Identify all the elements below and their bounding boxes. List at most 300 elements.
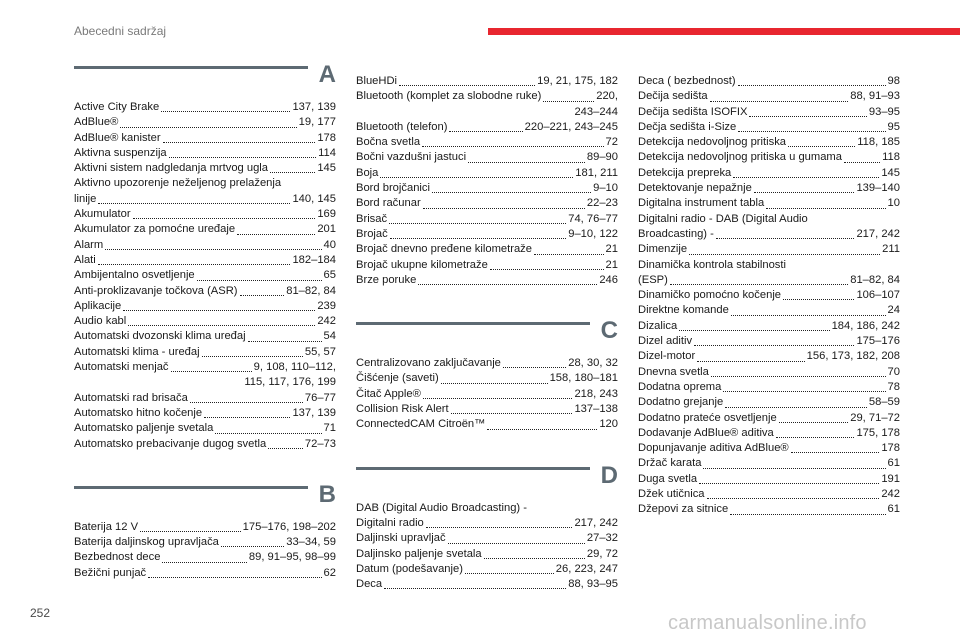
dot-leader bbox=[766, 208, 885, 209]
index-term: Anti-proklizavanje točkova (ASR) bbox=[74, 284, 238, 297]
index-entry bbox=[74, 131, 336, 146]
index-pages: 74, 76–77 bbox=[568, 212, 618, 225]
index-pages: 184, 186, 242 bbox=[831, 319, 900, 332]
index-entry bbox=[638, 472, 900, 487]
dot-leader bbox=[418, 284, 597, 285]
index-term: Daljinski upravljač bbox=[356, 532, 446, 545]
index-entry bbox=[356, 89, 618, 104]
page-number: 252 bbox=[30, 606, 51, 620]
index-term: Akumulator bbox=[74, 208, 131, 221]
index-pages: 70 bbox=[887, 365, 900, 378]
index-term: Collision Risk Alert bbox=[356, 403, 449, 416]
dot-leader bbox=[197, 280, 322, 281]
section-letter: B bbox=[318, 480, 336, 508]
index-pages: 120 bbox=[599, 418, 618, 431]
index-pages: 89–90 bbox=[586, 151, 618, 164]
dot-leader bbox=[389, 223, 566, 224]
index-term: Bluetooth (komplet za slobodne ruke) bbox=[356, 90, 542, 103]
index-term: Dodatno prateće osvetljenje bbox=[638, 411, 777, 424]
index-pages: 106–107 bbox=[856, 289, 900, 302]
index-term: Dodatno grejanje bbox=[638, 396, 724, 409]
index-entry bbox=[638, 74, 900, 89]
index-pages: 211 bbox=[882, 243, 900, 256]
index-term: AdBlue® kanister bbox=[74, 131, 161, 144]
dot-leader bbox=[484, 558, 585, 559]
index-column-2 bbox=[356, 60, 618, 592]
section-rule bbox=[74, 486, 308, 489]
index-pages: 27–32 bbox=[586, 532, 618, 545]
index-pages: 88, 93–95 bbox=[568, 578, 618, 591]
index-pages: 220, bbox=[596, 90, 618, 103]
index-entry bbox=[638, 227, 900, 242]
index-pages: 242 bbox=[317, 315, 336, 328]
index-term: ConnectedCAM Citroën™ bbox=[356, 418, 486, 431]
index-entry bbox=[638, 334, 900, 349]
index-term: Akumulator za pomoćne uređaje bbox=[74, 223, 236, 236]
dot-leader bbox=[390, 238, 567, 239]
dot-leader bbox=[697, 361, 804, 362]
dot-leader bbox=[140, 531, 241, 532]
section-rule bbox=[74, 66, 308, 69]
dot-leader bbox=[788, 146, 855, 147]
index-term: Brisač bbox=[356, 212, 388, 225]
index-term: Brojač ukupne kilometraže bbox=[356, 258, 488, 271]
index-entry bbox=[74, 421, 336, 436]
index-term: AdBlue® bbox=[74, 116, 119, 129]
dot-leader bbox=[487, 429, 597, 430]
index-entry bbox=[356, 356, 618, 371]
index-term: Detekcija nedovoljnog pritiska bbox=[638, 136, 787, 149]
index-pages: 24 bbox=[887, 304, 900, 317]
index-entry bbox=[74, 253, 336, 268]
index-entry bbox=[356, 562, 618, 577]
index-pages: 220–221, 243–245 bbox=[524, 120, 618, 133]
dot-leader bbox=[423, 398, 573, 399]
index-pages: 26, 223, 247 bbox=[555, 562, 618, 575]
index-entry bbox=[638, 120, 900, 135]
index-entry bbox=[74, 146, 336, 161]
index-term: Bord računar bbox=[356, 197, 421, 210]
index-pages: 21 bbox=[605, 243, 618, 256]
index-entry bbox=[74, 161, 336, 176]
dot-leader bbox=[699, 483, 879, 484]
index-entry bbox=[638, 426, 900, 441]
index-pages: 33–34, 59 bbox=[286, 536, 336, 549]
index-term: Bluetooth (telefon) bbox=[356, 120, 448, 133]
index-pages: 89, 91–95, 98–99 bbox=[248, 551, 336, 564]
index-term-line: Aktivno upozorenje neželjenog prelaženja bbox=[74, 177, 282, 190]
index-entry bbox=[74, 329, 336, 344]
dot-leader bbox=[441, 383, 548, 384]
index-column-3 bbox=[638, 60, 900, 518]
index-term: Džepovi za sitnice bbox=[638, 503, 729, 516]
section-letter: D bbox=[600, 461, 618, 489]
dot-leader bbox=[422, 146, 603, 147]
dot-leader bbox=[380, 177, 573, 178]
index-pages: 98 bbox=[887, 75, 900, 87]
index-term: Džek utičnica bbox=[638, 488, 705, 501]
dot-leader bbox=[689, 254, 880, 255]
index-term: Detektovanje nepažnje bbox=[638, 182, 752, 195]
index-term: Direktne komande bbox=[638, 304, 729, 317]
dot-leader bbox=[707, 498, 880, 499]
dot-leader bbox=[202, 356, 303, 357]
index-pages: 217, 242 bbox=[856, 227, 900, 240]
dot-leader bbox=[468, 162, 585, 163]
index-pages: 114 bbox=[318, 146, 336, 159]
index-entry bbox=[356, 516, 618, 531]
index-entry bbox=[74, 299, 336, 314]
index-pages: 175, 178 bbox=[856, 426, 900, 439]
index-entry bbox=[356, 417, 618, 432]
index-term: Alati bbox=[74, 253, 96, 266]
page-header-title: Abecedni sadržaj bbox=[74, 24, 167, 38]
index-term: Ambijentalno osvetljenje bbox=[74, 269, 195, 282]
index-entry bbox=[74, 391, 336, 406]
index-entry bbox=[638, 89, 900, 104]
index-entry bbox=[74, 192, 336, 207]
index-pages: 95 bbox=[887, 120, 900, 133]
dot-leader bbox=[738, 85, 886, 86]
dot-leader bbox=[133, 218, 316, 219]
index-term: Bord brojčanici bbox=[356, 182, 430, 195]
index-pages: 78 bbox=[887, 380, 900, 393]
section-heading bbox=[74, 60, 336, 98]
index-term: Držač karata bbox=[638, 457, 702, 470]
index-term: Bočni vazdušni jastuci bbox=[356, 151, 467, 164]
index-pages-continued: 243–244 bbox=[574, 105, 618, 118]
index-term: Brze poruke bbox=[356, 273, 417, 286]
index-entry bbox=[356, 181, 618, 196]
dot-leader bbox=[449, 131, 522, 132]
index-term: Datum (podešavanje) bbox=[356, 562, 463, 575]
dot-leader bbox=[248, 341, 322, 342]
index-term: Dizalica bbox=[638, 319, 678, 332]
index-entry bbox=[356, 120, 618, 135]
dot-leader bbox=[98, 264, 291, 265]
dot-leader bbox=[423, 208, 585, 209]
index-term: Automatsko paljenje svetala bbox=[74, 422, 214, 435]
index-term: Čitač Apple® bbox=[356, 387, 421, 400]
dot-leader bbox=[711, 376, 886, 377]
index-entry bbox=[74, 100, 336, 115]
dot-leader bbox=[844, 162, 880, 163]
index-term: Aplikacije bbox=[74, 299, 122, 312]
index-pages: 139–140 bbox=[856, 182, 900, 195]
dot-leader bbox=[716, 238, 855, 239]
index-entry bbox=[638, 196, 900, 211]
section-letter: C bbox=[600, 317, 618, 345]
section-heading bbox=[74, 480, 336, 518]
index-term: Digitalni radio bbox=[356, 516, 424, 529]
dot-leader bbox=[399, 85, 535, 86]
index-pages: 118, 185 bbox=[857, 136, 900, 149]
dot-leader bbox=[120, 127, 296, 128]
index-pages: 62 bbox=[323, 566, 336, 579]
index-pages: 28, 30, 32 bbox=[568, 357, 618, 370]
index-entry bbox=[356, 402, 618, 417]
section-heading bbox=[356, 316, 618, 354]
index-entry bbox=[74, 207, 336, 222]
dot-leader bbox=[725, 407, 867, 408]
index-term: Baterija daljinskog upravljača bbox=[74, 536, 219, 549]
index-term: Automatski rad brisača bbox=[74, 391, 188, 404]
dot-leader bbox=[204, 417, 290, 418]
index-entry bbox=[638, 365, 900, 380]
dot-leader bbox=[171, 371, 252, 372]
index-entry bbox=[638, 273, 900, 288]
index-pages: 201 bbox=[317, 223, 336, 236]
index-pages: 218, 243 bbox=[574, 387, 618, 400]
index-term: Detekcija prepreka bbox=[638, 166, 732, 179]
index-entry bbox=[638, 319, 900, 334]
index-term: Dinamičko pomoćno kočenje bbox=[638, 289, 782, 302]
index-entry bbox=[74, 314, 336, 329]
index-term-line: DAB (Digital Audio Broadcasting) - bbox=[356, 501, 527, 514]
dot-leader bbox=[723, 391, 885, 392]
index-pages: 181, 211 bbox=[575, 166, 618, 179]
index-pages: 29, 72 bbox=[586, 547, 618, 560]
index-pages: 71 bbox=[323, 422, 336, 435]
dot-leader bbox=[534, 254, 604, 255]
index-pages: 137, 139 bbox=[292, 101, 336, 113]
section-rule bbox=[356, 322, 590, 325]
index-entry bbox=[638, 303, 900, 318]
dot-leader bbox=[384, 588, 566, 589]
index-pages: 9–10 bbox=[593, 182, 618, 195]
index-entry bbox=[356, 227, 618, 242]
dot-leader bbox=[731, 315, 886, 316]
index-entry bbox=[638, 441, 900, 456]
index-section-d-cont bbox=[638, 74, 900, 518]
index-term: Audio kabl bbox=[74, 315, 127, 328]
index-entry bbox=[74, 520, 336, 535]
index-entry bbox=[356, 135, 618, 150]
index-term: Dečija sedišta bbox=[638, 90, 708, 103]
index-pages: 61 bbox=[887, 457, 900, 470]
index-pages: 81–82, 84 bbox=[850, 273, 900, 286]
index-entry bbox=[74, 222, 336, 237]
index-pages: 145 bbox=[317, 162, 336, 175]
index-entry bbox=[74, 406, 336, 421]
dot-leader bbox=[503, 367, 566, 368]
index-term: BlueHDi bbox=[356, 75, 398, 87]
dot-leader bbox=[148, 577, 321, 578]
index-entry bbox=[356, 166, 618, 181]
index-term: Dečja sedišta i-Size bbox=[638, 120, 737, 133]
index-entry bbox=[74, 550, 336, 565]
index-term: Brojač dnevno pređene kilometraže bbox=[356, 243, 532, 256]
dot-leader bbox=[240, 295, 285, 296]
index-pages: 21 bbox=[605, 258, 618, 271]
index-pages: 40 bbox=[323, 238, 336, 251]
index-term: Automatski klima - uređaj bbox=[74, 345, 200, 358]
section-rule bbox=[356, 467, 590, 470]
index-pages: 182–184 bbox=[292, 253, 336, 266]
index-term: Dopunjavanje aditiva AdBlue® bbox=[638, 442, 789, 455]
index-column-1 bbox=[74, 60, 336, 581]
index-term: Bežični punjač bbox=[74, 566, 147, 579]
index-entry bbox=[638, 349, 900, 364]
index-entry bbox=[638, 411, 900, 426]
index-term: Automatsko hitno kočenje bbox=[74, 406, 203, 419]
dot-leader bbox=[432, 192, 591, 193]
index-pages: 158, 180–181 bbox=[549, 372, 618, 385]
index-pages: 178 bbox=[881, 442, 900, 455]
index-pages: 191 bbox=[881, 472, 900, 485]
index-term: Dodatna oprema bbox=[638, 380, 722, 393]
dot-leader bbox=[190, 402, 303, 403]
index-term: Brojač bbox=[356, 227, 388, 240]
header-accent-bar bbox=[488, 28, 960, 35]
index-entry bbox=[638, 380, 900, 395]
dot-leader bbox=[754, 192, 855, 193]
index-pages: 76–77 bbox=[304, 391, 336, 404]
dot-leader bbox=[776, 437, 855, 438]
index-pages: 10 bbox=[887, 197, 900, 210]
dot-leader bbox=[749, 116, 866, 117]
index-pages: 178 bbox=[317, 131, 336, 144]
index-entry bbox=[356, 258, 618, 273]
dot-leader bbox=[543, 101, 594, 102]
index-entry bbox=[356, 577, 618, 592]
index-term: Broadcasting) - bbox=[638, 227, 714, 240]
dot-leader bbox=[783, 299, 854, 300]
index-pages-continued: 115, 117, 176, 199 bbox=[244, 376, 336, 389]
index-term: Bočna svetla bbox=[356, 136, 421, 149]
index-pages: 118 bbox=[882, 151, 900, 164]
index-term: linije bbox=[74, 192, 97, 205]
index-entry bbox=[638, 487, 900, 502]
index-pages: 93–95 bbox=[868, 105, 900, 118]
index-term: Dizel-motor bbox=[638, 350, 696, 363]
index-section-c bbox=[356, 316, 618, 432]
index-entry bbox=[356, 273, 618, 288]
index-entry bbox=[356, 212, 618, 227]
index-entry bbox=[638, 181, 900, 196]
dot-leader bbox=[791, 452, 880, 453]
index-entry bbox=[638, 395, 900, 410]
section-letter: A bbox=[318, 61, 336, 88]
index-term: Centralizovano zaključavanje bbox=[356, 357, 501, 370]
dot-leader bbox=[730, 514, 885, 515]
index-term: Aktivna suspenzija bbox=[74, 146, 167, 159]
index-term: Čišćenje (saveti) bbox=[356, 372, 439, 385]
index-entry bbox=[74, 437, 336, 452]
index-pages: 175–176, 198–202 bbox=[242, 520, 336, 533]
dot-leader bbox=[451, 413, 573, 414]
dot-leader bbox=[733, 177, 879, 178]
index-pages: 140, 145 bbox=[292, 192, 336, 205]
index-pages: 242 bbox=[881, 488, 900, 501]
dot-leader bbox=[448, 543, 585, 544]
index-term: Boja bbox=[356, 166, 379, 179]
index-entry bbox=[74, 238, 336, 253]
index-pages: 145 bbox=[881, 166, 900, 179]
index-pages: 81–82, 84 bbox=[286, 284, 336, 297]
dot-leader bbox=[163, 142, 316, 143]
dot-leader bbox=[268, 448, 303, 449]
index-entry bbox=[356, 547, 618, 562]
dot-leader bbox=[162, 562, 246, 563]
index-entry bbox=[638, 166, 900, 181]
dot-leader bbox=[703, 468, 885, 469]
index-term: (ESP) bbox=[638, 273, 668, 286]
index-entry bbox=[74, 115, 336, 130]
index-entry bbox=[74, 284, 336, 299]
index-pages: 9, 108, 110–112, bbox=[253, 361, 336, 374]
index-term: Aktivni sistem nadgledanja mrtvog ugla bbox=[74, 162, 269, 175]
index-entry bbox=[356, 242, 618, 257]
index-entry bbox=[74, 566, 336, 581]
index-entry bbox=[638, 242, 900, 257]
dot-leader bbox=[465, 573, 554, 574]
index-term: Deca ( bezbednost) bbox=[638, 75, 736, 87]
index-pages: 156, 173, 182, 208 bbox=[806, 350, 900, 363]
index-term: Detekcija nedovoljnog pritiska u gumama bbox=[638, 151, 842, 164]
index-pages: 239 bbox=[317, 299, 336, 312]
index-pages: 54 bbox=[323, 330, 336, 343]
index-entry bbox=[638, 150, 900, 165]
index-term-line: Digitalni radio - DAB (Digital Audio bbox=[638, 212, 808, 225]
watermark: carmanualsonline.info bbox=[668, 612, 867, 634]
dot-leader bbox=[679, 330, 829, 331]
index-pages: 58–59 bbox=[868, 396, 900, 409]
index-entry bbox=[638, 135, 900, 150]
index-pages: 72 bbox=[605, 136, 618, 149]
index-entry bbox=[74, 268, 336, 283]
index-pages: 88, 91–93 bbox=[850, 90, 900, 103]
index-entry bbox=[74, 345, 336, 360]
dot-leader bbox=[694, 345, 854, 346]
index-term: Dnevna svetla bbox=[638, 365, 709, 378]
index-term: Automatsko prebacivanje dugog svetla bbox=[74, 437, 267, 450]
dot-leader bbox=[169, 157, 316, 158]
index-entry bbox=[638, 456, 900, 471]
index-entry bbox=[356, 387, 618, 402]
index-section-b-cont bbox=[356, 74, 618, 288]
index-pages: 137–138 bbox=[574, 403, 618, 416]
dot-leader bbox=[105, 249, 321, 250]
index-section-a bbox=[74, 60, 336, 452]
section-heading bbox=[356, 461, 618, 499]
dot-leader bbox=[128, 325, 315, 326]
index-term: Automatski menjač bbox=[74, 361, 169, 374]
index-term: Dečija sedišta ISOFIX bbox=[638, 105, 748, 118]
dot-leader bbox=[670, 284, 848, 285]
index-term: Digitalna instrument tabla bbox=[638, 197, 765, 210]
index-entry bbox=[356, 531, 618, 546]
index-entry bbox=[74, 535, 336, 550]
index-entry bbox=[356, 371, 618, 386]
index-pages: 65 bbox=[323, 269, 336, 282]
index-term-line: Dinamička kontrola stabilnosti bbox=[638, 258, 786, 271]
index-pages: 169 bbox=[317, 208, 336, 221]
index-entry bbox=[638, 288, 900, 303]
index-pages: 55, 57 bbox=[304, 345, 336, 358]
index-section-d bbox=[356, 461, 618, 593]
dot-leader bbox=[710, 101, 849, 102]
index-pages: 9–10, 122 bbox=[568, 227, 618, 240]
index-entry bbox=[356, 150, 618, 165]
dot-leader bbox=[98, 203, 290, 204]
index-entry bbox=[74, 360, 336, 375]
index-pages: 217, 242 bbox=[574, 516, 618, 529]
index-entry bbox=[638, 105, 900, 120]
index-term: Active City Brake bbox=[74, 101, 160, 113]
dot-leader bbox=[237, 234, 315, 235]
index-pages: 72–73 bbox=[304, 437, 336, 450]
